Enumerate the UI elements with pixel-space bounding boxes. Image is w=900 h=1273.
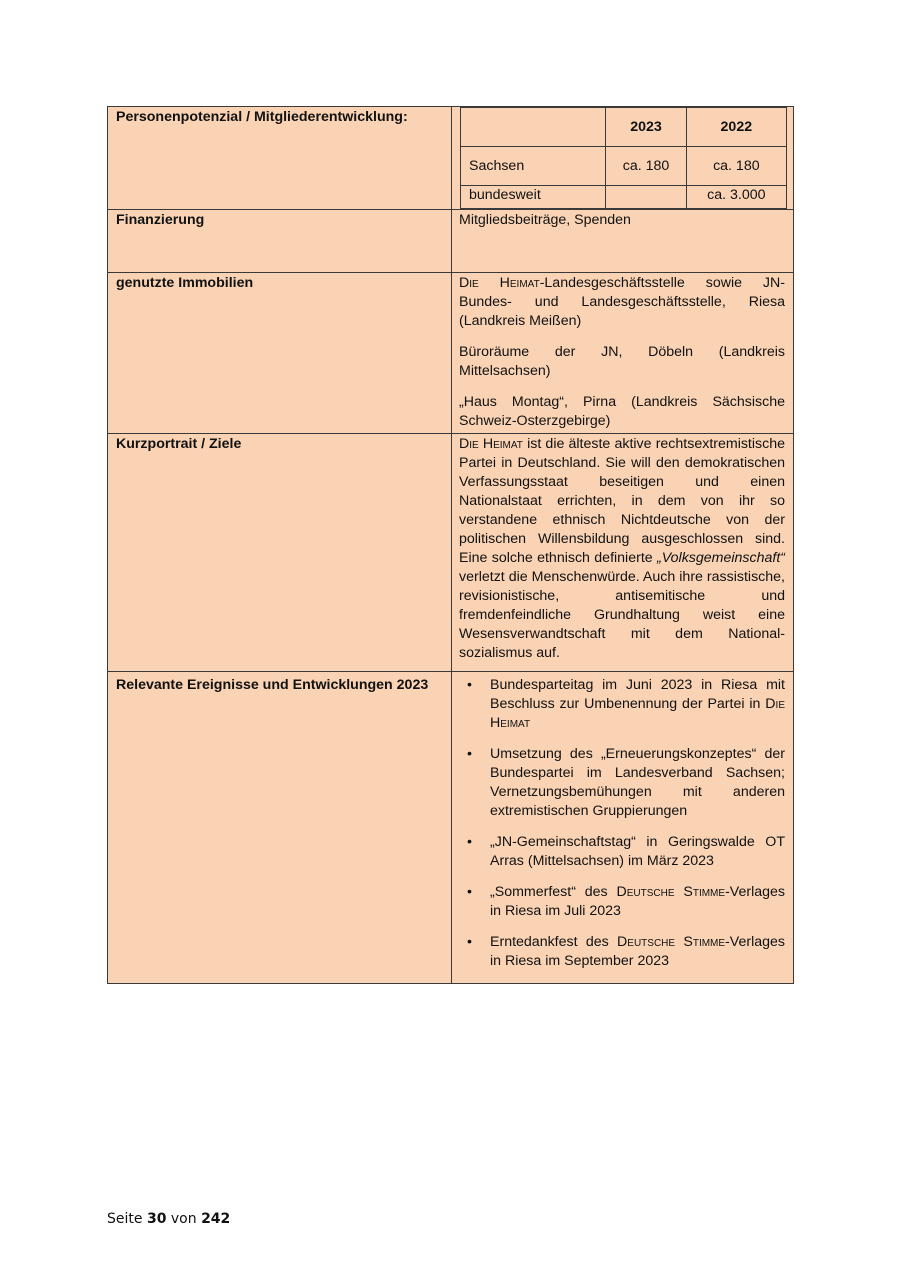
- party-name: Die Heimat: [490, 696, 785, 731]
- row-label: Finanzierung: [116, 212, 205, 228]
- row-personenpotenzial: [108, 107, 794, 210]
- member-table-row: [461, 147, 787, 186]
- value-cell-2023: [606, 186, 686, 209]
- bullet-icon: •: [467, 677, 472, 693]
- header-cell-2022: 2022: [686, 108, 786, 147]
- party-name: Die Heimat: [459, 436, 523, 452]
- value-cell-2023: ca. 180: [606, 147, 686, 186]
- row-ereignisse: [108, 672, 794, 984]
- portrait-paragraph: [459, 435, 785, 663]
- bullet-icon: •: [467, 884, 472, 900]
- row-finanzierung: [108, 210, 794, 273]
- value-cell: [452, 210, 794, 273]
- event-text: „Sommerfest“ des: [490, 884, 617, 900]
- label-cell: [108, 107, 452, 210]
- row-label: Personenpotenzial / Mitgliederentwicklung:: [116, 109, 408, 125]
- event-text: -Verlages in Riesa im September 2023: [490, 934, 785, 969]
- property-paragraph: [459, 274, 785, 331]
- label-cell: [108, 210, 452, 273]
- row-label: genutzte Immobilien: [116, 275, 254, 291]
- label-cell: [108, 273, 452, 434]
- publisher-name: Deutsche Stimme: [616, 884, 726, 900]
- publisher-name: Deutsche Stimme: [617, 934, 726, 950]
- region-cell: Sachsen: [461, 147, 606, 186]
- label-cell: [108, 434, 452, 672]
- member-table-header: [461, 108, 787, 147]
- portrait-text: verletzt die Menschenwürde. Auch ihre rassistische, revisionistische, antisemitische und fremdenfeindliche Grundhaltung weist eine Wesensverwandtschaft mit dem National-sozialismus auf.: [459, 569, 785, 661]
- fact-sheet-table: [107, 106, 794, 984]
- page-footer: [107, 1211, 230, 1227]
- header-cell: [461, 108, 606, 147]
- event-list: [459, 676, 785, 971]
- list-item: [459, 833, 785, 871]
- property-paragraph: „Haus Montag“, Pirna (Landkreis Sächsische Schweiz-Osterzgebirge): [459, 394, 785, 429]
- list-item: [459, 933, 785, 971]
- bullet-icon: •: [467, 934, 472, 950]
- value-cell: [452, 273, 794, 434]
- event-text: Umsetzung des „Erneuerungskonzeptes“ der Bundespartei im Landesverband Sachsen; Vernetzungsbemühungen mit anderen extremistischen Gruppierungen: [490, 746, 785, 819]
- list-item: [459, 745, 785, 821]
- header-cell-2023: 2023: [606, 108, 686, 147]
- value-cell: [452, 672, 794, 984]
- event-text: -Verlages in Riesa im Juli 2023: [490, 884, 785, 919]
- region-cell: bundesweit: [461, 186, 606, 209]
- bullet-icon: •: [467, 834, 472, 850]
- value-cell: [452, 434, 794, 672]
- portrait-text: ist die älteste aktive rechtsextremistische Partei in Deutschland. Sie will den demokratischen Verfassungsstaat beseitigen und einen Nationalstaat errichten, in dem von ihr so verstandene ethnisch Nichtdeutsche von der politischen Willensbildung ausgeschlossen sind. Eine solche ethnisch definierte: [459, 436, 785, 566]
- page-number: 30: [146, 1211, 167, 1227]
- list-item: [459, 676, 785, 733]
- row-kurzportrait: [108, 434, 794, 672]
- footer-middle: von: [166, 1211, 202, 1227]
- event-text: „JN-Gemeinschaftstag“ in Geringswalde OT Arras (Mittelsachsen) im März 2023: [490, 834, 785, 869]
- row-label: Relevante Ereignisse und Entwicklungen 2023: [116, 677, 429, 693]
- member-count-table: [460, 107, 787, 209]
- bullet-icon: •: [467, 746, 472, 762]
- value-cell: [452, 107, 794, 210]
- event-text: Erntedankfest des: [490, 934, 618, 950]
- list-item: [459, 883, 785, 921]
- party-name: Die Heimat: [459, 275, 540, 291]
- page-total: 242: [201, 1211, 231, 1227]
- label-cell: [108, 672, 452, 984]
- footer-prefix: Seite: [107, 1211, 147, 1227]
- value-cell-2022: ca. 180: [686, 147, 786, 186]
- value-cell-2022: ca. 3.000: [686, 186, 786, 209]
- property-paragraph: Büroräume der JN, Döbeln (Landkreis Mittelsachsen): [459, 344, 785, 379]
- property-text: -Landesgeschäftsstelle sowie JN-Bundes- und Landesgeschäftsstelle, Riesa (Landkreis Meißen): [459, 275, 785, 329]
- row-label: Kurzportrait / Ziele: [116, 436, 242, 452]
- row-immobilien: [108, 273, 794, 434]
- finanzierung-text: Mitgliedsbeiträge, Spenden: [459, 212, 631, 228]
- portrait-italic-term: „Volksgemeinschaft“: [657, 550, 785, 566]
- event-text: Bundesparteitag im Juni 2023 in Riesa mit Beschluss zur Umbenennung der Partei in: [490, 677, 785, 712]
- member-table-row: [461, 186, 787, 209]
